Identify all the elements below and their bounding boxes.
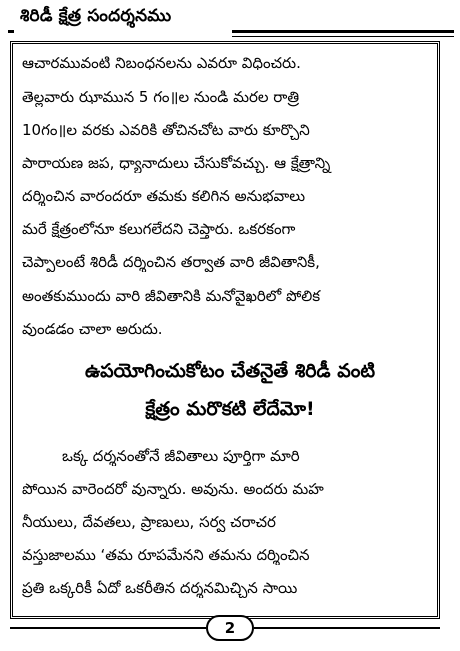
- paragraph-line: పోయిన వారెందరో వున్నారు. అవును. అందరు మహ: [22, 480, 324, 498]
- paragraph-line: చెప్పాలంటే శిరిడీ దర్శించిన తర్వాత వారి జీవితానికీ,: [22, 253, 320, 271]
- section-heading: క్షేత్రం మరొకటి లేదేమో!: [145, 398, 315, 420]
- footer-rule-left: [10, 627, 206, 629]
- paragraph-line: దర్శించిన వారందరూ తమకు కలిగిన అనుభవాలు: [22, 187, 306, 205]
- paragraph-line: ఒక్క దర్శనంతోనే జీవితాలు పూర్తిగా మారి: [62, 447, 300, 465]
- paragraph-line: తెల్లవారు ఝామున 5 గం॥ల నుండి మరల రాత్రి: [22, 88, 300, 106]
- page-number: 2: [206, 615, 254, 641]
- paragraph-line: పారాయణ జప, ధ్యానాదులు చేసుకోవచ్చు. ఆ క్షేత్రాన్ని: [22, 154, 331, 172]
- footer-rule-right: [254, 627, 440, 629]
- paragraph-line: ఆచారమువంటి నిబంధనలను ఎవరూ విధించరు.: [22, 54, 301, 72]
- header-rule-thin: [232, 36, 454, 37]
- paragraph-line: అంతకుముందు వారి జీవితానికి మనోవైఖరిలో పోలిక: [22, 287, 321, 305]
- section-heading: ఉపయోగించుకోటం చేతనైతే శిరిడీ వంటి: [84, 360, 376, 382]
- header-rule-left: [8, 30, 14, 33]
- paragraph-line: మరే క్షేత్రంలోనూ కలుగలేదని చెప్తారు. ఒకరకంగా: [22, 220, 296, 238]
- paragraph-line: వస్తుజాలము ‘తమ రూపమేనని తమను దర్శించిన: [22, 546, 310, 564]
- paragraph-line: ప్రతి ఒక్కరికీ ఏదో ఒకరీతిన దర్శనమిచ్చిన సాయి: [22, 579, 298, 597]
- paragraph-line: 10గం॥ల వరకు ఎవరికి తోచినచోట వారు కూర్చొని: [22, 121, 310, 139]
- paragraph-line: వుండడం చాలా అరుదు.: [22, 320, 163, 338]
- paragraph-line: నీయులు, దేవతలు, ప్రాణులు, సర్వ చరాచర: [22, 513, 276, 531]
- header-rule-right: [232, 30, 454, 33]
- running-header-title: శిరిడీ క్షేత్ర సందర్శనము: [20, 6, 172, 26]
